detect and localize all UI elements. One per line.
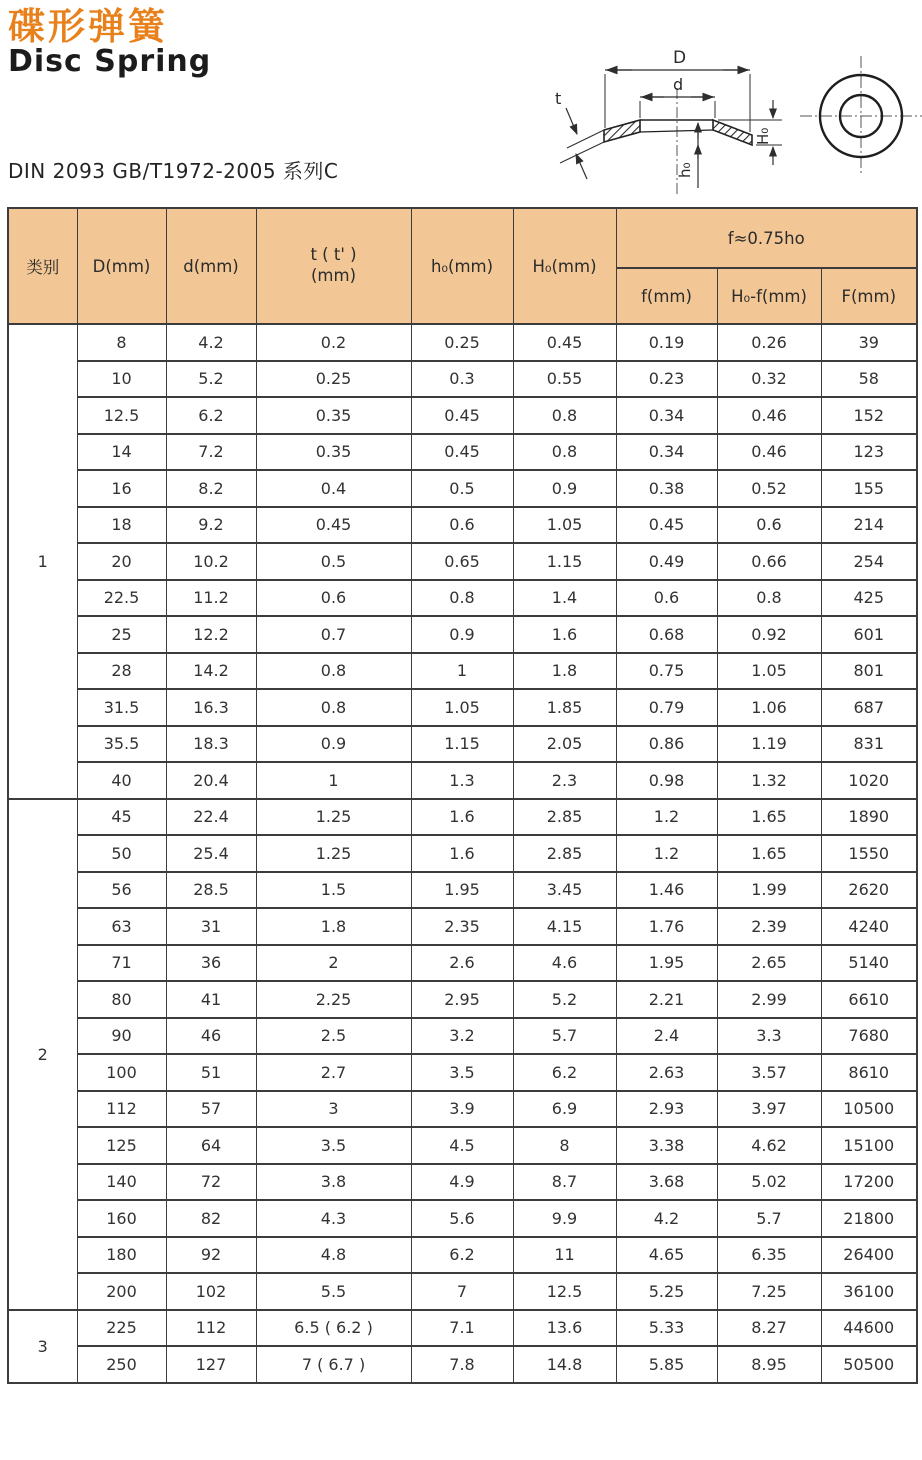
data-cell: 0.34: [616, 397, 717, 434]
data-cell: 1.15: [513, 543, 616, 580]
data-cell: 801: [821, 653, 917, 690]
data-cell: 3.97: [717, 1091, 821, 1128]
data-cell: 127: [166, 1346, 256, 1383]
data-cell: 3.8: [256, 1164, 411, 1201]
data-cell: 0.26: [717, 324, 821, 361]
data-cell: 7: [411, 1273, 513, 1310]
table-row: [8, 1273, 917, 1310]
data-cell: 425: [821, 580, 917, 617]
category-cell: 2: [8, 799, 77, 1310]
data-cell: 0.19: [616, 324, 717, 361]
data-cell: 5.25: [616, 1273, 717, 1310]
table-row: [8, 1310, 917, 1347]
data-cell: 1.19: [717, 726, 821, 763]
data-cell: 0.65: [411, 543, 513, 580]
data-cell: 1.6: [513, 616, 616, 653]
data-cell: 1.46: [616, 872, 717, 909]
data-cell: 3.5: [411, 1054, 513, 1091]
data-cell: 1890: [821, 799, 917, 836]
table-row: [8, 1091, 917, 1128]
table-row: [8, 470, 917, 507]
data-cell: 0.6: [411, 507, 513, 544]
data-cell: 25: [77, 616, 166, 653]
data-cell: 0.6: [616, 580, 717, 617]
data-cell: 80: [77, 981, 166, 1018]
data-cell: 0.45: [513, 324, 616, 361]
data-cell: 3.68: [616, 1164, 717, 1201]
data-cell: 0.25: [256, 361, 411, 398]
data-cell: 25.4: [166, 835, 256, 872]
data-cell: 4240: [821, 908, 917, 945]
table-row: [8, 1164, 917, 1201]
data-cell: 0.5: [411, 470, 513, 507]
data-cell: 1.6: [411, 799, 513, 836]
data-cell: 0.4: [256, 470, 411, 507]
label-D: D: [673, 48, 687, 68]
data-cell: 4.8: [256, 1237, 411, 1274]
data-cell: 5.2: [513, 981, 616, 1018]
data-cell: 41: [166, 981, 256, 1018]
label-H0: H₀: [754, 127, 772, 145]
standard-spec: DIN 2093 GB/T1972-2005 系列C: [8, 159, 339, 183]
data-cell: 5.7: [513, 1018, 616, 1055]
data-cell: 5.2: [166, 361, 256, 398]
data-cell: 0.46: [717, 397, 821, 434]
data-cell: 2.21: [616, 981, 717, 1018]
table-row: [8, 1127, 917, 1164]
data-cell: 0.55: [513, 361, 616, 398]
data-cell: 1.32: [717, 762, 821, 799]
data-cell: 0.9: [256, 726, 411, 763]
data-cell: 12.2: [166, 616, 256, 653]
table-row: [8, 434, 917, 471]
data-cell: 0.79: [616, 689, 717, 726]
table-row: [8, 799, 917, 836]
data-cell: 13.6: [513, 1310, 616, 1347]
data-cell: 3.57: [717, 1054, 821, 1091]
data-cell: 64: [166, 1127, 256, 1164]
table-row: [8, 507, 917, 544]
data-cell: 15100: [821, 1127, 917, 1164]
table-row: [8, 616, 917, 653]
data-cell: 100: [77, 1054, 166, 1091]
data-cell: 0.23: [616, 361, 717, 398]
data-cell: 254: [821, 543, 917, 580]
data-cell: 2.39: [717, 908, 821, 945]
data-cell: 0.68: [616, 616, 717, 653]
data-cell: 112: [77, 1091, 166, 1128]
data-cell: 4.2: [616, 1200, 717, 1237]
data-cell: 16.3: [166, 689, 256, 726]
data-cell: 214: [821, 507, 917, 544]
data-cell: 51: [166, 1054, 256, 1091]
table-row: [8, 1018, 917, 1055]
data-cell: 44600: [821, 1310, 917, 1347]
data-cell: 1.8: [256, 908, 411, 945]
data-cell: 2.85: [513, 799, 616, 836]
col-header-f: f(mm): [616, 268, 717, 324]
data-cell: 40: [77, 762, 166, 799]
data-cell: 1.6: [411, 835, 513, 872]
data-cell: 9.9: [513, 1200, 616, 1237]
data-cell: 1.15: [411, 726, 513, 763]
data-cell: 2620: [821, 872, 917, 909]
data-cell: 1.25: [256, 799, 411, 836]
table-row: [8, 908, 917, 945]
data-cell: 72: [166, 1164, 256, 1201]
data-cell: 1.95: [616, 945, 717, 982]
data-cell: 140: [77, 1164, 166, 1201]
data-cell: 6.35: [717, 1237, 821, 1274]
data-cell: 28: [77, 653, 166, 690]
data-cell: 0.49: [616, 543, 717, 580]
table-row: [8, 543, 917, 580]
data-cell: 1550: [821, 835, 917, 872]
data-cell: 2.5: [256, 1018, 411, 1055]
data-cell: 687: [821, 689, 917, 726]
data-cell: 92: [166, 1237, 256, 1274]
table-row: [8, 726, 917, 763]
disc-spring-top-view: [798, 52, 922, 178]
data-cell: 0.9: [513, 470, 616, 507]
data-cell: 1.8: [513, 653, 616, 690]
data-cell: 0.8: [411, 580, 513, 617]
data-cell: 831: [821, 726, 917, 763]
data-cell: 180: [77, 1237, 166, 1274]
data-cell: 0.2: [256, 324, 411, 361]
data-cell: 3.45: [513, 872, 616, 909]
data-cell: 2.4: [616, 1018, 717, 1055]
data-cell: 1.3: [411, 762, 513, 799]
data-cell: 1.2: [616, 835, 717, 872]
data-cell: 58: [821, 361, 917, 398]
data-cell: 22.4: [166, 799, 256, 836]
data-cell: 7.25: [717, 1273, 821, 1310]
table-row: [8, 653, 917, 690]
data-cell: 1.05: [411, 689, 513, 726]
data-cell: 2.65: [717, 945, 821, 982]
data-cell: 0.46: [717, 434, 821, 471]
data-cell: 31.5: [77, 689, 166, 726]
label-t: t: [555, 89, 562, 108]
data-cell: 35.5: [77, 726, 166, 763]
data-cell: 26400: [821, 1237, 917, 1274]
disc-section-body: [604, 120, 752, 145]
data-cell: 39: [821, 324, 917, 361]
col-header-h0: h₀(mm): [411, 208, 513, 324]
data-cell: 14.2: [166, 653, 256, 690]
table-row: [8, 361, 917, 398]
col-header-f-group: f≈0.75ho: [616, 208, 917, 268]
data-cell: 3.38: [616, 1127, 717, 1164]
data-cell: 63: [77, 908, 166, 945]
data-cell: 2.05: [513, 726, 616, 763]
data-cell: 4.3: [256, 1200, 411, 1237]
data-cell: 14: [77, 434, 166, 471]
data-cell: 6.9: [513, 1091, 616, 1128]
data-cell: 36: [166, 945, 256, 982]
data-cell: 22.5: [77, 580, 166, 617]
data-cell: 46: [166, 1018, 256, 1055]
col-header-H0: H₀(mm): [513, 208, 616, 324]
data-cell: 7 ( 6.7 ): [256, 1346, 411, 1383]
data-cell: 5.85: [616, 1346, 717, 1383]
data-cell: 0.8: [256, 689, 411, 726]
data-cell: 2.99: [717, 981, 821, 1018]
col-header-t-line2: (mm): [310, 266, 357, 285]
data-cell: 0.8: [513, 434, 616, 471]
data-cell: 31: [166, 908, 256, 945]
data-cell: 7.8: [411, 1346, 513, 1383]
dimension-t: [555, 89, 604, 179]
data-cell: 0.8: [256, 653, 411, 690]
data-cell: 1.95: [411, 872, 513, 909]
table-row: [8, 1237, 917, 1274]
data-cell: 0.8: [513, 397, 616, 434]
data-cell: 0.45: [616, 507, 717, 544]
table-row: [8, 1200, 917, 1237]
data-cell: 8.2: [166, 470, 256, 507]
data-cell: 1020: [821, 762, 917, 799]
data-cell: 21800: [821, 1200, 917, 1237]
data-cell: 5.5: [256, 1273, 411, 1310]
data-cell: 0.25: [411, 324, 513, 361]
data-cell: 8.7: [513, 1164, 616, 1201]
data-cell: 4.65: [616, 1237, 717, 1274]
data-cell: 1.06: [717, 689, 821, 726]
page-title-en: Disc Spring: [8, 44, 212, 79]
data-cell: 3: [256, 1091, 411, 1128]
data-cell: 14.8: [513, 1346, 616, 1383]
label-h0: h₀: [676, 162, 694, 178]
table-row: [8, 872, 917, 909]
data-cell: 4.9: [411, 1164, 513, 1201]
data-cell: 20: [77, 543, 166, 580]
data-cell: 50: [77, 835, 166, 872]
category-cell: 1: [8, 324, 77, 799]
data-cell: 8610: [821, 1054, 917, 1091]
data-cell: 0.98: [616, 762, 717, 799]
table-row: [8, 580, 917, 617]
col-header-F: F(mm): [821, 268, 917, 324]
data-cell: 8.95: [717, 1346, 821, 1383]
data-cell: 7680: [821, 1018, 917, 1055]
dimension-h0: [676, 123, 698, 188]
table-row: [8, 397, 917, 434]
data-cell: 10: [77, 361, 166, 398]
table-row: [8, 981, 917, 1018]
data-cell: 0.32: [717, 361, 821, 398]
data-cell: 56: [77, 872, 166, 909]
data-cell: 11: [513, 1237, 616, 1274]
data-cell: 0.52: [717, 470, 821, 507]
category-cell: 3: [8, 1310, 77, 1383]
data-cell: 5.33: [616, 1310, 717, 1347]
data-cell: 0.86: [616, 726, 717, 763]
data-cell: 225: [77, 1310, 166, 1347]
data-cell: 50500: [821, 1346, 917, 1383]
data-cell: 0.45: [411, 397, 513, 434]
table-row: [8, 762, 917, 799]
data-cell: 0.75: [616, 653, 717, 690]
data-cell: 11.2: [166, 580, 256, 617]
data-cell: 0.8: [717, 580, 821, 617]
data-cell: 82: [166, 1200, 256, 1237]
page-title-zh: 碟形弹簧: [8, 5, 168, 48]
data-cell: 28.5: [166, 872, 256, 909]
col-header-H0-minus-f: H₀-f(mm): [717, 268, 821, 324]
data-cell: 12.5: [77, 397, 166, 434]
data-cell: 2.25: [256, 981, 411, 1018]
data-cell: 1.2: [616, 799, 717, 836]
data-cell: 0.35: [256, 434, 411, 471]
table-row: [8, 835, 917, 872]
data-cell: 3.3: [717, 1018, 821, 1055]
data-cell: 9.2: [166, 507, 256, 544]
data-cell: 4.2: [166, 324, 256, 361]
table-row: [8, 324, 917, 361]
data-cell: 112: [166, 1310, 256, 1347]
data-cell: 71: [77, 945, 166, 982]
data-cell: 45: [77, 799, 166, 836]
data-cell: 0.35: [256, 397, 411, 434]
data-cell: 1.05: [717, 653, 821, 690]
data-cell: 5.6: [411, 1200, 513, 1237]
col-header-t-line1: t ( t' ): [310, 245, 357, 265]
data-cell: 0.45: [411, 434, 513, 471]
data-cell: 250: [77, 1346, 166, 1383]
data-cell: 6.2: [166, 397, 256, 434]
data-cell: 200: [77, 1273, 166, 1310]
data-cell: 2.63: [616, 1054, 717, 1091]
table-row: [8, 1054, 917, 1091]
data-cell: 125: [77, 1127, 166, 1164]
data-cell: 1.25: [256, 835, 411, 872]
data-cell: 4.6: [513, 945, 616, 982]
data-cell: 0.66: [717, 543, 821, 580]
data-cell: 7.2: [166, 434, 256, 471]
data-cell: 10.2: [166, 543, 256, 580]
data-cell: 601: [821, 616, 917, 653]
data-cell: 0.7: [256, 616, 411, 653]
data-cell: 36100: [821, 1273, 917, 1310]
data-cell: 8: [77, 324, 166, 361]
data-cell: 1.85: [513, 689, 616, 726]
data-cell: 57: [166, 1091, 256, 1128]
data-cell: 6610: [821, 981, 917, 1018]
data-cell: 7.1: [411, 1310, 513, 1347]
data-cell: 16: [77, 470, 166, 507]
data-cell: 6.2: [513, 1054, 616, 1091]
data-cell: 4.5: [411, 1127, 513, 1164]
data-cell: 1.4: [513, 580, 616, 617]
data-cell: 8: [513, 1127, 616, 1164]
data-cell: 3.2: [411, 1018, 513, 1055]
data-cell: 1: [411, 653, 513, 690]
data-cell: 1.65: [717, 835, 821, 872]
data-cell: 6.5 ( 6.2 ): [256, 1310, 411, 1347]
data-cell: 1.5: [256, 872, 411, 909]
data-cell: 0.38: [616, 470, 717, 507]
data-cell: 5.02: [717, 1164, 821, 1201]
data-cell: 18.3: [166, 726, 256, 763]
data-cell: 8.27: [717, 1310, 821, 1347]
data-cell: 6.2: [411, 1237, 513, 1274]
data-cell: 0.3: [411, 361, 513, 398]
data-cell: 5.7: [717, 1200, 821, 1237]
data-cell: 123: [821, 434, 917, 471]
data-cell: 1.05: [513, 507, 616, 544]
label-d: d: [673, 75, 684, 94]
data-cell: 2.3: [513, 762, 616, 799]
data-cell: 160: [77, 1200, 166, 1237]
table-row: [8, 945, 917, 982]
table-row: [8, 1346, 917, 1383]
col-header-D: D(mm): [77, 208, 166, 324]
col-header-category: 类别: [8, 208, 77, 324]
data-cell: 2.85: [513, 835, 616, 872]
data-cell: 102: [166, 1273, 256, 1310]
data-cell: 0.92: [717, 616, 821, 653]
data-cell: 0.6: [717, 507, 821, 544]
col-header-t: [256, 208, 411, 324]
data-cell: 18: [77, 507, 166, 544]
data-cell: 155: [821, 470, 917, 507]
data-cell: 2.7: [256, 1054, 411, 1091]
data-cell: 0.45: [256, 507, 411, 544]
data-cell: 1.76: [616, 908, 717, 945]
data-cell: 17200: [821, 1164, 917, 1201]
data-cell: 4.62: [717, 1127, 821, 1164]
data-cell: 1: [256, 762, 411, 799]
data-cell: 2.35: [411, 908, 513, 945]
data-cell: 20.4: [166, 762, 256, 799]
data-cell: 10500: [821, 1091, 917, 1128]
data-cell: 90: [77, 1018, 166, 1055]
data-cell: 1.65: [717, 799, 821, 836]
data-cell: 0.34: [616, 434, 717, 471]
data-cell: 0.9: [411, 616, 513, 653]
data-cell: 152: [821, 397, 917, 434]
data-cell: 2.6: [411, 945, 513, 982]
data-cell: 12.5: [513, 1273, 616, 1310]
data-cell: 0.5: [256, 543, 411, 580]
data-cell: 3.5: [256, 1127, 411, 1164]
data-cell: 5140: [821, 945, 917, 982]
table-row: [8, 689, 917, 726]
spec-table: [7, 207, 918, 1384]
data-cell: 4.15: [513, 908, 616, 945]
col-header-d: d(mm): [166, 208, 256, 324]
data-cell: 3.9: [411, 1091, 513, 1128]
data-cell: 2.93: [616, 1091, 717, 1128]
data-cell: 1.99: [717, 872, 821, 909]
data-cell: 2.95: [411, 981, 513, 1018]
data-cell: 2: [256, 945, 411, 982]
data-cell: 0.6: [256, 580, 411, 617]
